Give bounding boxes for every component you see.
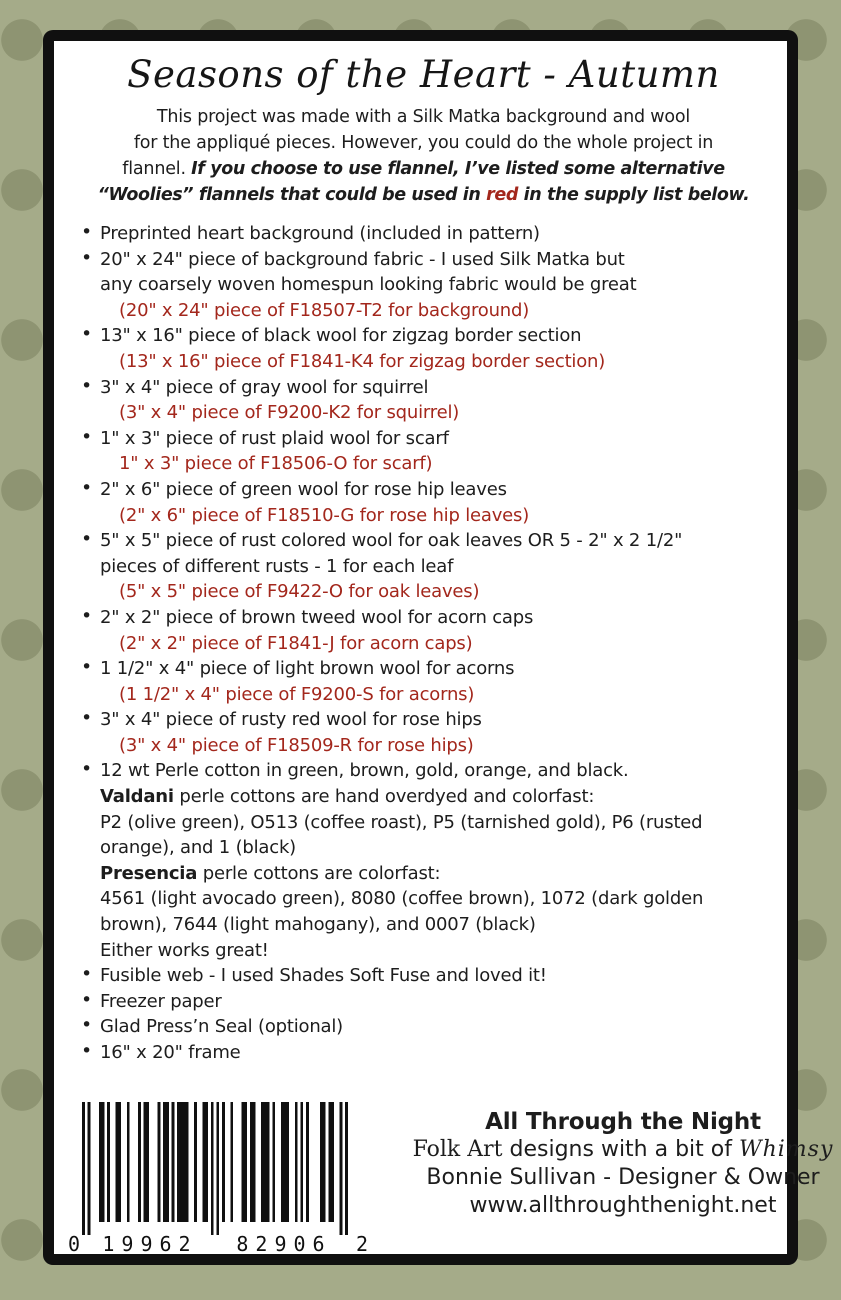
- supply-item: [80, 528, 769, 605]
- supply-item: [80, 221, 769, 247]
- supply-line: • Glad Press’n Seal (optional): [100, 1016, 343, 1038]
- brand-block: [408, 1100, 838, 1220]
- supply-item: [80, 605, 769, 656]
- supply-line-flannel-alt: (3" x 4" piece of F18509-R for rose hips): [119, 734, 474, 756]
- intro-line-4-b: in the supply list below.: [517, 185, 750, 205]
- supply-line: • 20" x 24" piece of background fabric - I used Silk Matka but: [100, 248, 625, 270]
- supply-line-flannel-alt: (13" x 16" piece of F1841-K4 for zigzag border section): [119, 350, 606, 372]
- barcode-right-digit: 2: [356, 1231, 369, 1256]
- supply-line-flannel-alt: (5" x 5" piece of F9422-O for oak leaves): [119, 581, 480, 603]
- supply-line: • 5" x 5" piece of rust colored wool for oak leaves OR 5 - 2" x 2 1/2": [100, 530, 683, 552]
- supply-line-flannel-alt: 1" x 3" piece of F18506-O for scarf): [119, 453, 433, 475]
- supply-line-flannel-alt: (2" x 6" piece of F18510-G for rose hip leaves): [119, 504, 530, 526]
- supply-item: [80, 426, 769, 477]
- supply-item: [80, 375, 769, 426]
- pattern-back-card: [43, 30, 834, 1265]
- intro-line-4-a: “Woolies” flannels that could be used in: [97, 185, 487, 205]
- supply-item: [80, 656, 769, 707]
- supply-item: [80, 989, 769, 1015]
- supply-line: • 16" x 20" frame: [100, 1042, 241, 1063]
- supply-line: any coarsely woven homespun looking fabric would be great: [100, 274, 637, 296]
- supply-line: • Fusible web - I used Shades Soft Fuse and loved it!: [100, 965, 547, 987]
- intro-line-2: for the appliqué pieces. However, you could do the whole project in: [133, 133, 714, 153]
- intro-line-1: This project was made with a Silk Matka background and wool: [156, 107, 691, 127]
- supply-item: [80, 247, 769, 324]
- supply-line: brown), 7644 (light mahogany), and 0007 (black): [100, 914, 536, 936]
- supply-line: orange), and 1 (black): [100, 837, 296, 859]
- supply-line: • Preprinted heart background (included in pattern): [100, 223, 540, 244]
- supply-item: [80, 963, 769, 989]
- supply-item: [80, 323, 769, 374]
- supply-line: • 2" x 6" piece of green wool for rose hip leaves: [100, 478, 507, 500]
- supply-line: • 1" x 3" piece of rust plaid wool for scarf: [100, 427, 449, 449]
- barcode-group2: 82906: [236, 1231, 332, 1256]
- brand-owner: Bonnie Sullivan - Designer & Owner: [426, 1164, 820, 1190]
- supply-line: pieces of different rusts - 1 for each leaf: [100, 555, 454, 577]
- folk-art-text: Folk Art: [412, 1136, 503, 1162]
- upc-barcode: [66, 1100, 386, 1260]
- intro-paragraph: [78, 104, 769, 208]
- supply-line: • 13" x 16" piece of black wool for zigzag border section: [100, 325, 582, 347]
- supply-item: [80, 758, 769, 963]
- intro-red-word: red: [486, 185, 518, 205]
- whimsy-text: Whimsy: [738, 1136, 834, 1162]
- intro-line-3-bold: If you choose to use flannel, I’ve listed some alternative: [191, 159, 725, 179]
- supply-item: [80, 477, 769, 528]
- tagline-mid-text: designs with a bit of: [502, 1136, 739, 1162]
- brand-name: All Through the Night: [485, 1108, 761, 1135]
- supply-line: 4561 (light avocado green), 8080 (coffee brown), 1072 (dark golden: [100, 888, 704, 910]
- supply-line: P2 (olive green), O513 (coffee roast), P5 (tarnished gold), P6 (rusted: [100, 811, 703, 833]
- supply-item: [80, 1014, 769, 1040]
- supply-line: • 2" x 2" piece of brown tweed wool for acorn caps: [100, 606, 534, 628]
- brand-tagline: [408, 1136, 838, 1164]
- barcode-group1: 19962: [102, 1231, 198, 1256]
- supply-line: • 3" x 4" piece of gray wool for squirrel: [100, 376, 429, 398]
- supply-item: [80, 1040, 769, 1066]
- supply-line: • 3" x 4" piece of rusty red wool for rose hips: [100, 709, 482, 731]
- supply-line: • 12 wt Perle cotton in green, brown, gold, orange, and black.: [100, 760, 629, 782]
- page-title: Seasons of the Heart - Autumn: [127, 53, 720, 96]
- supply-list: [78, 221, 769, 1066]
- supply-line: Valdani perle cottons are hand overdyed and colorfast:: [100, 786, 595, 808]
- supply-line: • Freezer paper: [100, 990, 222, 1012]
- supply-line-flannel-alt: (20" x 24" piece of F18507-T2 for background): [119, 299, 530, 321]
- supply-line: • 1 1/2" x 4" piece of light brown wool for acorns: [100, 658, 515, 680]
- barcode-left-digit: 0: [68, 1231, 81, 1256]
- supply-line: Presencia perle cottons are colorfast:: [100, 862, 441, 884]
- supply-line-flannel-alt: (1 1/2" x 4" piece of F9200-S for acorns): [119, 683, 475, 705]
- barcode-bars: [66, 1100, 386, 1256]
- intro-line-3-plain: flannel.: [122, 159, 192, 179]
- brand-website: www.allthroughthenight.net: [469, 1192, 777, 1218]
- supply-item: [80, 707, 769, 758]
- supply-line: Either works great!: [100, 939, 269, 961]
- supply-line-flannel-alt: (2" x 2" piece of F1841-J for acorn caps): [119, 632, 473, 654]
- supply-line-flannel-alt: (3" x 4" piece of F9200-K2 for squirrel): [119, 402, 460, 424]
- footer: [68, 1100, 834, 1260]
